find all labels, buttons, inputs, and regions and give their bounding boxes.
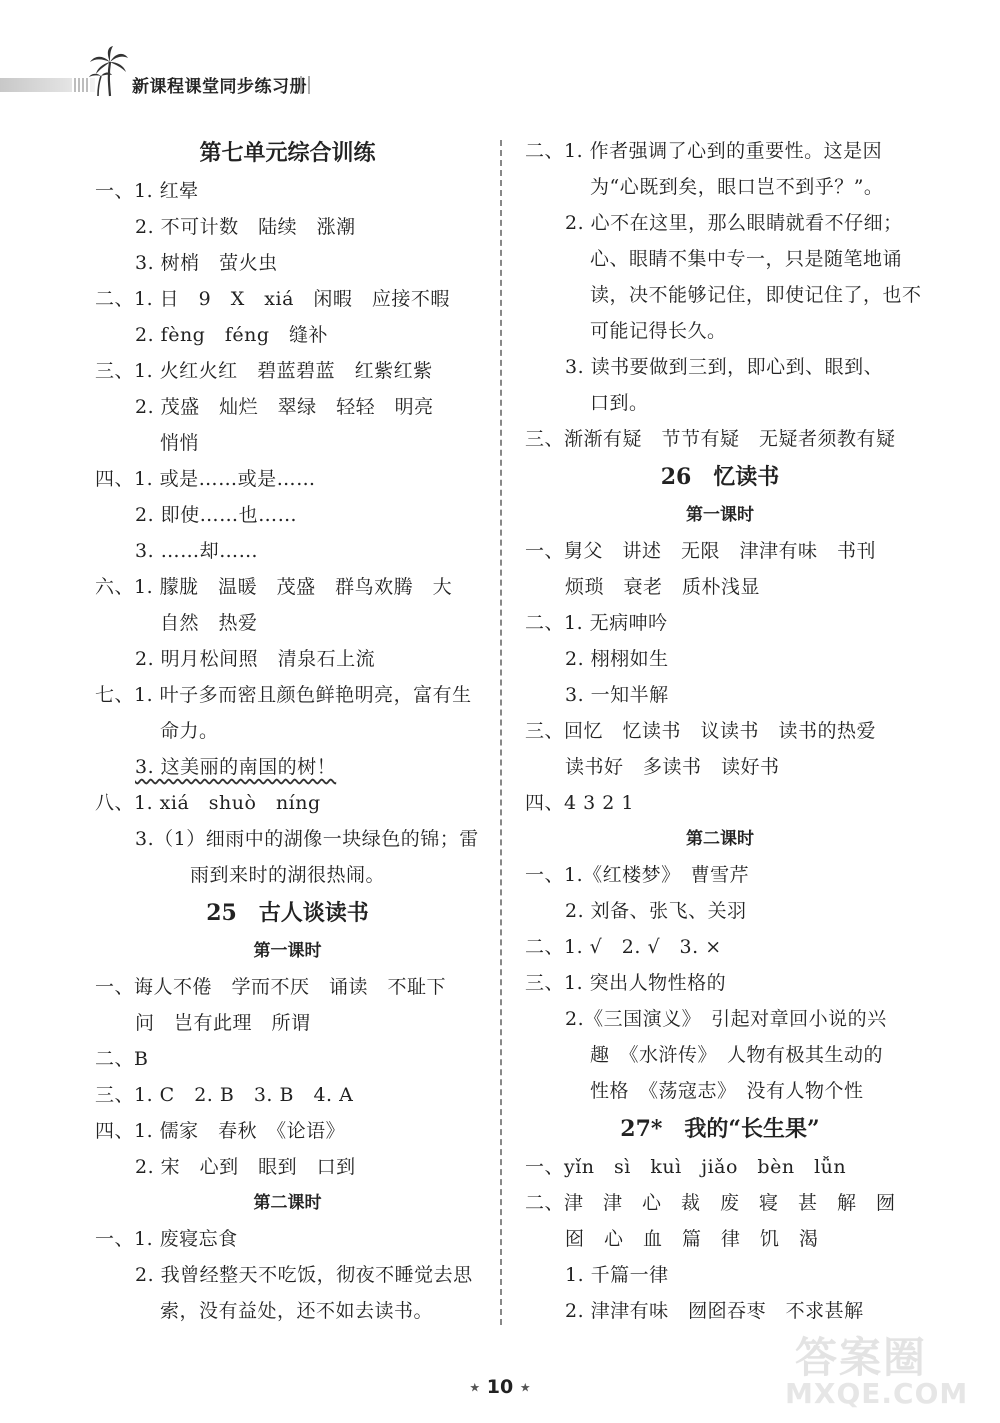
answer-line: 二、1. 作者强调了心到的重要性。这是因	[525, 140, 883, 162]
palm-tree-icon	[88, 46, 130, 98]
running-header	[0, 68, 330, 102]
answer-line: 3.（1）细雨中的湖像一块绿色的锦；雷	[135, 828, 479, 850]
answer-line: 2. 津津有味 囫囵吞枣 不求甚解	[565, 1300, 864, 1322]
answer-line: 四、4 3 2 1	[525, 792, 634, 814]
left-column	[95, 133, 480, 1329]
star-icon: ★	[519, 1380, 531, 1395]
answer-line: 为“心既到矣，眼口岂不到乎？”。	[590, 176, 884, 198]
answer-line: 三、回忆 忆读书 议读书 读书的热爱	[525, 720, 877, 742]
answer-line: 二、1. 无病呻吟	[525, 612, 668, 634]
answer-line: 囵 心 血 篇 律 饥 渴	[565, 1228, 819, 1250]
answer-line: 三、渐渐有疑 节节有疑 无疑者须教有疑	[525, 428, 896, 450]
answer-line: 读书好 多读书 读好书	[565, 756, 780, 778]
answer-line: 3. 读书要做到三到，即心到、眼到、	[565, 356, 884, 378]
answer-line: 二、1. 日 9 X xiá 闲暇 应接不暇	[95, 288, 450, 310]
answer-line: 一、yǐn sì kuì jiǎo bèn lǚn	[525, 1156, 847, 1178]
answer-line: 3. 一知半解	[565, 684, 669, 706]
right-column	[525, 133, 922, 1329]
page-number: 10	[486, 1376, 514, 1398]
lesson-subheading: 第一课时	[686, 505, 754, 525]
section-heading: 26 忆读书	[660, 464, 780, 490]
answer-line: 2. 即使……也……	[135, 504, 298, 526]
answer-line: 七、1. 叶子多而密且颜色鲜艳明亮，富有生	[95, 684, 472, 706]
answer-line: 一、1. 红晕	[95, 180, 199, 202]
answer-line: 四、1. 或是……或是……	[95, 468, 316, 490]
answer-line: 2. fèng féng 缝补	[135, 324, 329, 346]
answer-line: 一、诲人不倦 学而不厌 诵读 不耻下	[95, 976, 447, 998]
header-title: 新课程课堂同步练习册	[132, 77, 307, 97]
lesson-subheading: 第二课时	[686, 829, 754, 849]
answer-line: 2. 宋 心到 眼到 口到	[135, 1156, 356, 1178]
answer-line: 3. ……却……	[135, 540, 259, 562]
answer-line: 2. 我曾经整天不吃饭，彻夜不睡觉去思	[135, 1264, 473, 1286]
answer-line: 1. 千篇一律	[565, 1264, 669, 1286]
section-heading: 第七单元综合训练	[199, 140, 376, 166]
answer-line: 三、1. C 2. B 3. B 4. A	[95, 1084, 354, 1106]
watermark-sub-text: MXQE.COM	[785, 1377, 969, 1410]
watermark-main-text: 答案圈	[795, 1333, 928, 1382]
section-heading: 27* 我的“长生果”	[620, 1116, 820, 1142]
watermark-logo	[775, 1325, 985, 1417]
answer-line: 四、1. 儒家 春秋 《论语》	[95, 1120, 346, 1142]
answer-line: 可能记得长久。	[590, 320, 727, 342]
answer-line: 一、1.《红楼梦》 曹雪芹	[525, 864, 750, 886]
answer-line: 自然 热爱	[160, 612, 258, 634]
answer-line: 二、津 津 心 裁 废 寝 甚 解 囫	[525, 1192, 896, 1214]
answer-line: 2. 栩栩如生	[565, 648, 669, 670]
underlined-answer: 3. 这美丽的南国的树！	[135, 756, 337, 778]
lesson-subheading: 第二课时	[253, 1193, 322, 1213]
answer-line: 一、舅父 讲述 无限 津津有味 书刊	[525, 540, 877, 562]
answer-line: 二、B	[95, 1048, 149, 1070]
answer-line: 三、1. 火红火红 碧蓝碧蓝 红紫红紫	[95, 360, 433, 382]
answer-line: 悄悄	[160, 432, 200, 454]
answer-line: 读，决不能够记住，即使记住了，也不	[590, 284, 922, 306]
answer-line: 命力。	[160, 720, 219, 742]
answer-line	[95, 749, 480, 785]
answer-line: 三、1. 突出人物性格的	[525, 972, 727, 994]
section-heading: 25 古人谈读书	[206, 900, 369, 926]
header-bars	[300, 76, 310, 94]
answer-line: 2. 不可计数 陆续 涨潮	[135, 216, 356, 238]
answer-line: 雨到来时的湖很热闹。	[190, 864, 386, 886]
column-divider	[500, 140, 502, 1325]
answer-line: 六、1. 朦胧 温暖 茂盛 群鸟欢腾 大	[95, 576, 453, 598]
lesson-subheading: 第一课时	[253, 941, 322, 961]
answer-line: 2. 刘备、张飞、关羽	[565, 900, 747, 922]
answer-line: 索，没有益处，还不如去读书。	[160, 1300, 434, 1322]
answer-line: 心、眼睛不集中专一，只是随笔地诵	[590, 248, 903, 270]
answer-line: 2. 明月松间照 清泉石上流	[135, 648, 376, 670]
answer-line: 一、1. 废寝忘食	[95, 1228, 238, 1250]
answer-line: 性格 《荡寇志》 没有人物个性	[590, 1080, 864, 1102]
answer-line: 八、1. xiá shuò níng	[95, 792, 321, 814]
answer-line: 3. 树梢 萤火虫	[135, 252, 278, 274]
answer-line: 口到。	[590, 392, 649, 414]
answer-line: 2.《三国演义》 引起对章回小说的兴	[565, 1008, 887, 1030]
answer-line: 问 岂有此理 所谓	[135, 1012, 311, 1034]
star-icon: ★	[469, 1380, 481, 1395]
answer-line: 2. 心不在这里，那么眼睛就看不仔细；	[565, 212, 903, 234]
answer-line: 烦琐 衰老 质朴浅显	[565, 576, 761, 598]
answer-line: 2. 茂盛 灿烂 翠绿 轻轻 明亮	[135, 396, 434, 418]
answer-line: 二、1. √ 2. √ 3. ×	[525, 936, 722, 958]
answer-line: 趣 《水浒传》 人物有极其生动的	[590, 1044, 884, 1066]
